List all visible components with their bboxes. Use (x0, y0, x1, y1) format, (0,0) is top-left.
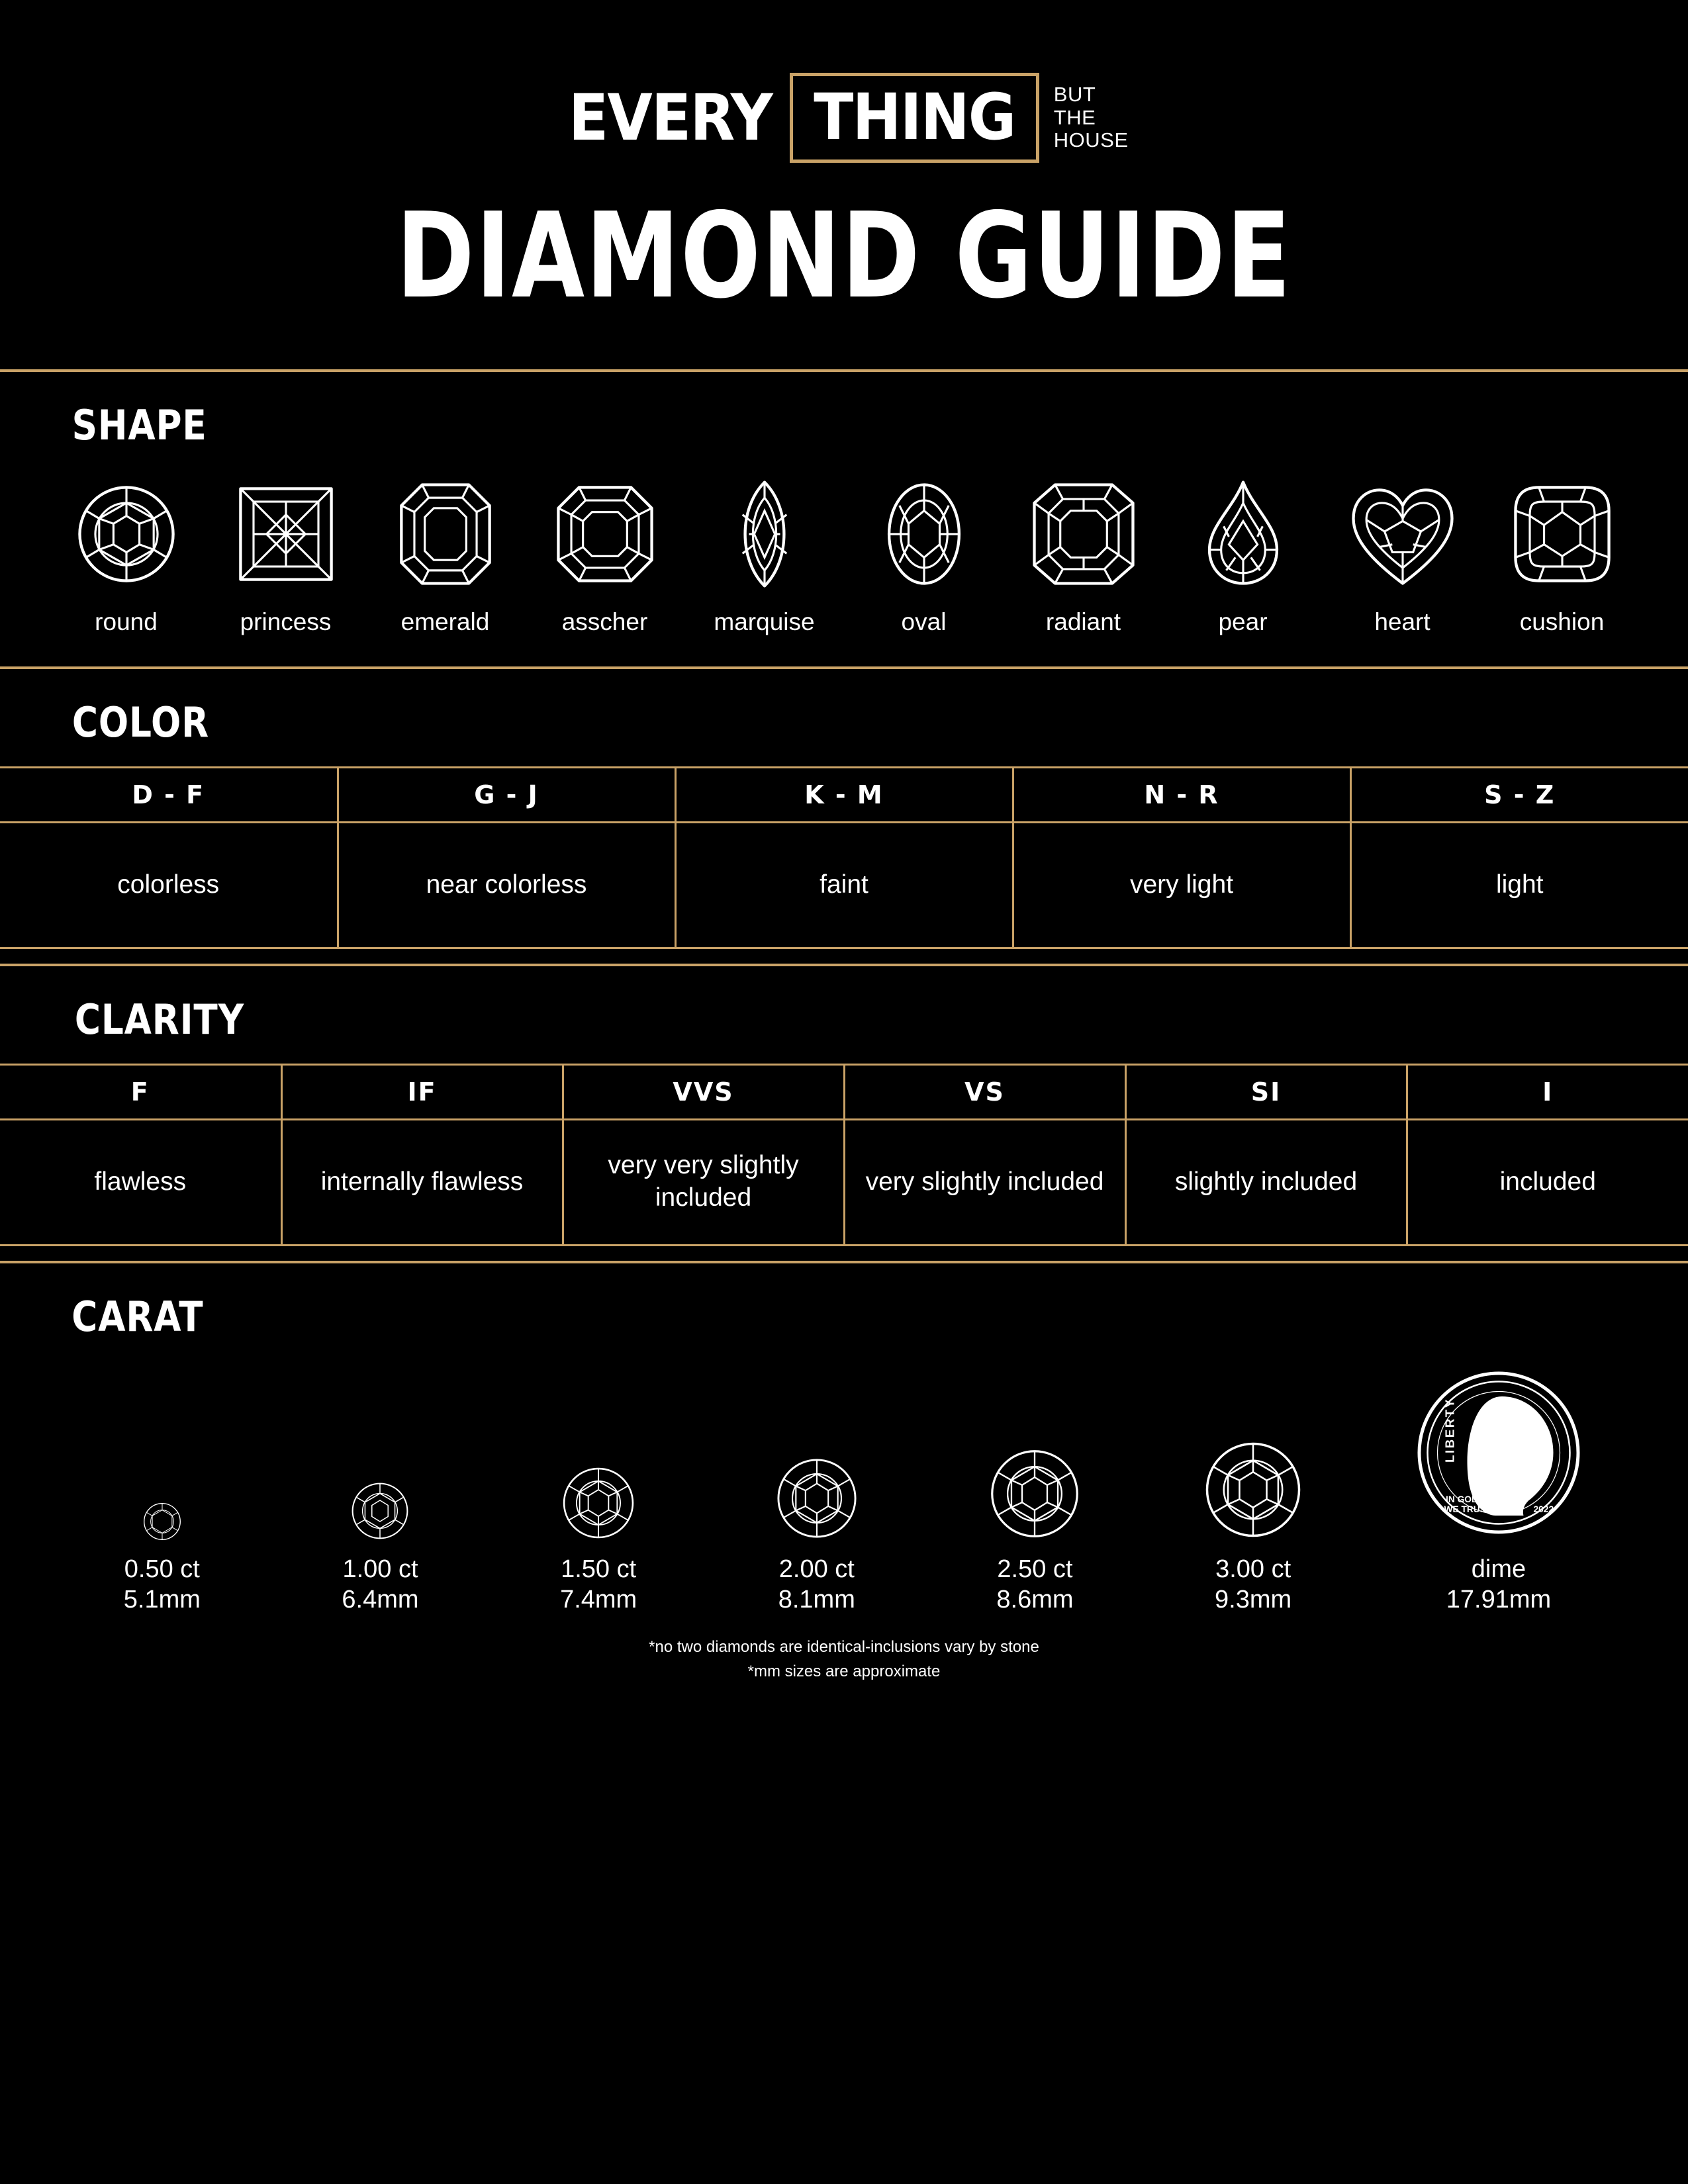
color-description-cell: colorless (0, 822, 338, 948)
shape-label: round (95, 608, 158, 635)
section-carat (0, 1263, 1688, 1684)
carat-weight-label: 2.50 ct (997, 1555, 1073, 1583)
shape-label: princess (240, 608, 332, 635)
round-brilliant-icon (1201, 1437, 1305, 1542)
shape-label: asscher (561, 608, 648, 635)
carat-mm-label: 8.1mm (778, 1585, 855, 1614)
carat-mm-label: 9.3mm (1215, 1585, 1292, 1614)
color-table-body-row (0, 822, 1688, 948)
page-title: DIAMOND GUIDE (396, 187, 1292, 324)
carat-item-250[interactable] (926, 1410, 1145, 1615)
clarity-grade-cell: F (0, 1064, 281, 1119)
pear-diamond-icon (1178, 469, 1308, 599)
shape-item-cushion[interactable] (1482, 469, 1642, 636)
logo-thing-box (790, 73, 1039, 163)
clarity-grade-cell: IF (281, 1064, 563, 1119)
clarity-description-cell: very very slightly included (563, 1119, 844, 1245)
clarity-grade-cell: VVS (563, 1064, 844, 1119)
clarity-table (0, 1064, 1688, 1246)
logo-subtext-line2: THE (1053, 105, 1096, 129)
shape-item-heart[interactable] (1323, 469, 1482, 636)
dime-coin-icon (1416, 1370, 1581, 1535)
carat-gem-wrapper (559, 1410, 637, 1542)
color-grade-cell: D - F (0, 767, 338, 822)
round-brilliant-icon (559, 1464, 637, 1542)
dime-liberty-text: LIBERTY (1442, 1397, 1457, 1463)
heart-diamond-icon (1338, 469, 1468, 599)
color-table (0, 766, 1688, 949)
carat-weight-label: 3.00 ct (1215, 1555, 1291, 1583)
round-brilliant-icon (349, 1480, 411, 1542)
carat-weight-label: 1.00 ct (342, 1555, 418, 1583)
color-description-cell: faint (675, 822, 1013, 948)
carat-list (53, 1341, 1635, 1615)
logo-subtext-line3: HOUSE (1053, 128, 1129, 152)
carat-gem-wrapper (986, 1410, 1083, 1542)
carat-weight-label: 1.50 ct (561, 1555, 637, 1583)
section-title-shape: SHAPE (71, 400, 207, 449)
round-brilliant-icon (773, 1455, 861, 1542)
carat-weight-label: 2.00 ct (778, 1555, 855, 1583)
carat-gem-wrapper (142, 1410, 183, 1542)
shape-label: cushion (1519, 608, 1605, 635)
marquise-diamond-icon (700, 469, 829, 599)
round-diamond-icon (62, 469, 191, 599)
shape-item-princess[interactable] (206, 469, 365, 636)
clarity-grade-cell: I (1407, 1064, 1688, 1119)
color-description-cell: very light (1013, 822, 1350, 948)
color-grade-cell: N - R (1013, 767, 1350, 822)
princess-diamond-icon (221, 469, 351, 599)
carat-gem-wrapper (1201, 1410, 1305, 1542)
section-shape (0, 372, 1688, 666)
color-grade-cell: S - Z (1350, 767, 1688, 822)
brand-logo (0, 73, 1688, 163)
clarity-description-cell: included (1407, 1119, 1688, 1245)
dime-year: 2022 (1533, 1504, 1554, 1514)
shape-item-oval[interactable] (844, 469, 1004, 636)
section-title-carat: CARAT (71, 1292, 204, 1341)
clarity-description-cell: very slightly included (844, 1119, 1125, 1245)
shape-item-emerald[interactable] (365, 469, 525, 636)
carat-item-300[interactable] (1144, 1410, 1362, 1615)
dime-mm-label: 17.91mm (1446, 1585, 1552, 1614)
radiant-diamond-icon (1019, 469, 1149, 599)
shape-item-pear[interactable] (1163, 469, 1323, 636)
emerald-diamond-icon (381, 469, 510, 599)
clarity-description-cell: flawless (0, 1119, 281, 1245)
footnotes (0, 1615, 1688, 1684)
clarity-grade-cell: SI (1125, 1064, 1407, 1119)
shape-label: pear (1218, 608, 1268, 635)
section-title-clarity: CLARITY (74, 995, 245, 1044)
shape-label: oval (901, 608, 947, 635)
round-brilliant-icon (142, 1501, 183, 1542)
dime-label: dime (1471, 1555, 1526, 1583)
color-grade-cell: K - M (675, 767, 1013, 822)
shape-item-round[interactable] (46, 469, 206, 636)
shape-item-asscher[interactable] (525, 469, 684, 636)
shape-list (0, 449, 1688, 636)
dime-motto-line2: WE TRUST (1444, 1504, 1492, 1514)
carat-comparison (0, 1341, 1688, 1615)
color-description-cell: light (1350, 822, 1688, 948)
shape-label: marquise (714, 608, 815, 635)
section-clarity (0, 966, 1688, 1261)
dime-motto-line1: IN GOD (1445, 1494, 1478, 1504)
cushion-diamond-icon (1497, 469, 1627, 599)
color-table-header-row (0, 767, 1688, 822)
logo-word-thing: THING (814, 80, 1015, 154)
dime-wrapper (1416, 1363, 1581, 1542)
oval-diamond-icon (859, 469, 989, 599)
shape-label: radiant (1045, 608, 1121, 635)
shape-label: emerald (400, 608, 490, 635)
carat-item-150[interactable] (489, 1410, 708, 1615)
clarity-table-header-row (0, 1064, 1688, 1119)
color-description-cell: near colorless (338, 822, 675, 948)
carat-item-100[interactable] (271, 1410, 490, 1615)
section-color (0, 669, 1688, 964)
carat-item-dime[interactable] (1362, 1363, 1635, 1615)
shape-label: heart (1374, 608, 1430, 635)
clarity-description-cell: slightly included (1125, 1119, 1407, 1245)
clarity-description-cell: internally flawless (281, 1119, 563, 1245)
carat-mm-label: 5.1mm (123, 1585, 201, 1614)
logo-subtext-line1: BUT (1053, 82, 1096, 106)
round-brilliant-icon (986, 1445, 1083, 1542)
clarity-grade-cell: VS (844, 1064, 1125, 1119)
carat-mm-label: 6.4mm (342, 1585, 419, 1614)
footnote-1: *no two diamonds are identical-inclusions vary by stone (649, 1638, 1039, 1657)
header (0, 0, 1688, 324)
carat-gem-wrapper (773, 1410, 861, 1542)
logo-word-every: EVERY (569, 81, 773, 155)
carat-gem-wrapper (349, 1410, 411, 1542)
shape-item-marquise[interactable] (684, 469, 844, 636)
carat-mm-label: 8.6mm (996, 1585, 1074, 1614)
section-title-color: COLOR (71, 698, 210, 747)
carat-item-200[interactable] (708, 1410, 926, 1615)
logo-subtext (1054, 83, 1129, 152)
asscher-diamond-icon (540, 469, 670, 599)
carat-item-050[interactable] (53, 1410, 271, 1615)
carat-mm-label: 7.4mm (560, 1585, 637, 1614)
clarity-table-body-row (0, 1119, 1688, 1245)
footnote-2: *mm sizes are approximate (747, 1662, 941, 1681)
shape-item-radiant[interactable] (1004, 469, 1163, 636)
color-grade-cell: G - J (338, 767, 675, 822)
carat-weight-label: 0.50 ct (124, 1555, 200, 1583)
